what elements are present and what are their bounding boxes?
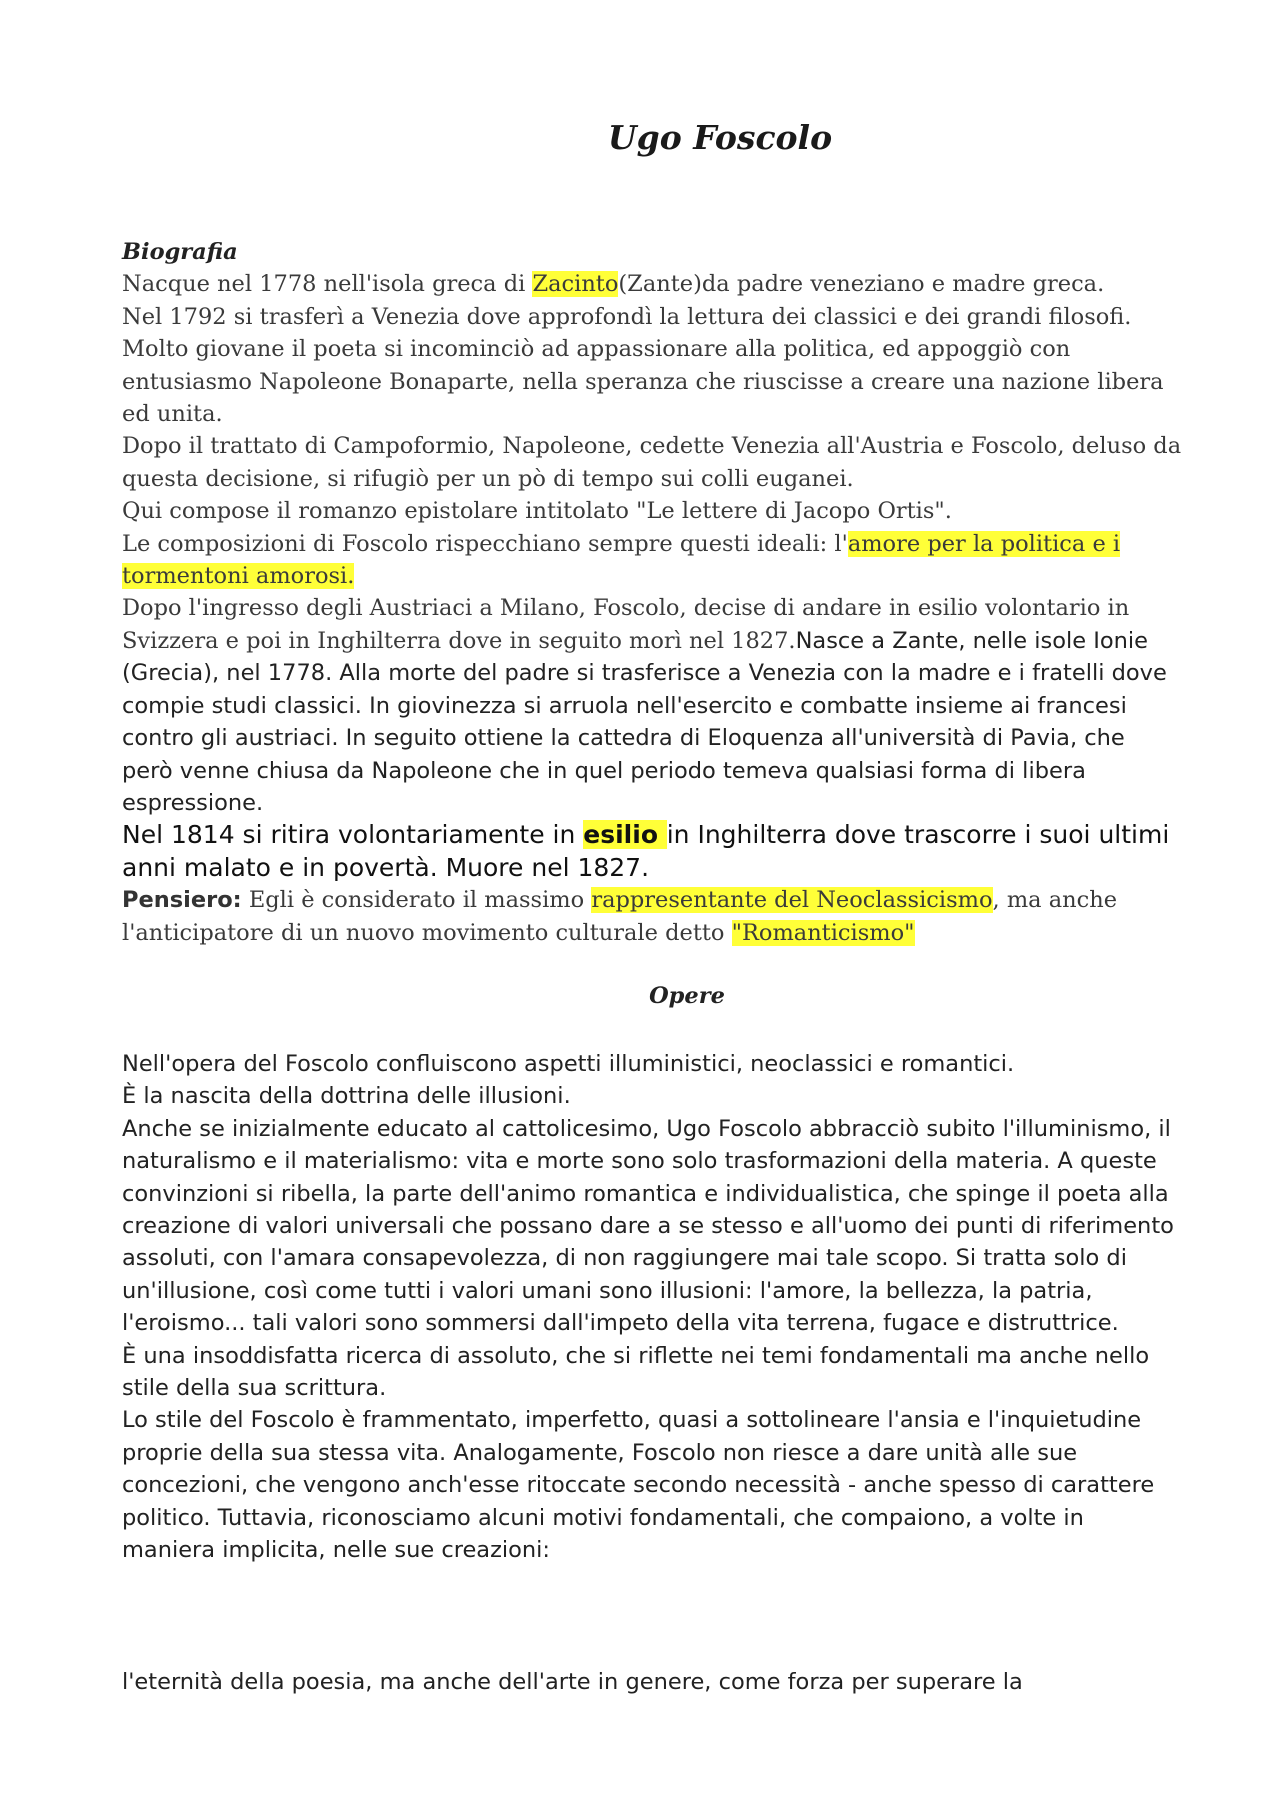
opere-paragraph-5: Lo stile del Foscolo è frammentato, imperfetto, quasi a sottolineare l'ansia e l'inquietudine proprie della sua stessa vita. Analogamente, Foscolo non riesce a dare unità alle sue concezioni, che vengono anch'esse ritoccate secondo necessità - anche spesso di carattere politico. Tuttavia, riconosciamo alcuni motivi fondamentali, che compaiono, a volte in maniera implicita, nelle sue creazioni: <box>122 1407 1155 1564</box>
bio-paragraph-7 <box>122 819 1182 884</box>
opere-paragraph-4: È una insoddisfatta ricerca di assoluto, che si riflette nei temi fondamentali ma anche nello stile della sua scrittura. <box>122 1342 1150 1402</box>
highlight-esilio: esilio <box>583 820 667 850</box>
opere-section <box>122 1048 1182 1567</box>
pensiero-paragraph <box>122 884 1182 949</box>
highlight-romanticismo: "Romanticismo" <box>731 919 915 946</box>
bio-p5-text: Le composizioni di Foscolo rispecchiano sempre questi ideali: l' <box>122 530 848 557</box>
bio-p7-text-end: in Inghilterra dove trascorre i suoi ultimi anni malato e in povertà. Muore nel 1827. <box>122 820 1170 882</box>
bio-paragraph-5 <box>122 528 1182 593</box>
bio-p6-sans-text: Nasce a Zante, nelle isole Ionie (Grecia), nel 1778. Alla morte del padre si trasferisce a Venezia con la madre e i fratelli dove compie studi classici. In giovinezza si arruola nell'esercito e combatte insieme ai francesi contro gli austriaci. In seguito ottiene la cattedra di Eloquenza all'università di Pavia, che però venne chiusa da Napoleone che in quel periodo temeva qualsiasi forma di libera espressione. <box>122 627 1167 816</box>
opere-paragraph-2: È la nascita della dottrina delle illusioni. <box>122 1083 571 1110</box>
bio-paragraph-3: Dopo il trattato di Campoformio, Napoleone, cedette Venezia all'Austria e Foscolo, deluso da questa decisione, si rifugiò per un pò di tempo sui colli euganei. <box>122 433 1182 492</box>
opere-paragraph-3: Anche se inizialmente educato al cattolicesimo, Ugo Foscolo abbracciò subito l'illuminismo, il naturalismo e il materialismo: vita e morte sono solo trasformazioni della materia. A queste convinzioni si ribella, la parte dell'animo romantica e individualistica, che spinge il poeta alla creazione di valori universali che possano dare a se stesso e all'uomo dei punti di riferimento assoluti, con l'amara consapevolezza, di non raggiungere mai tale scopo. Si tratta solo di un'illusione, così come tutti i valori umani sono illusioni: l'amore, la bellezza, la patria, l'eroismo... tali valori sono sommersi dall'impeto della vita terrena, fugace e distruttrice. <box>122 1115 1174 1337</box>
bio-p1-text-end: (Zante)da padre veneziano e madre greca. <box>618 271 1105 298</box>
highlight-zacinto: Zacinto <box>532 271 619 298</box>
highlight-amore-politica: amore per la politica e i tormentoni amorosi. <box>122 530 1121 590</box>
opere-heading: Opere <box>649 983 725 1009</box>
biografia-section <box>122 236 1182 949</box>
opere-paragraph-6: l'eternità della poesia, ma anche dell'arte in genere, come forza per superare la <box>122 1669 1023 1695</box>
bio-paragraph-2: Nel 1792 si trasferì a Venezia dove approfondì la lettura dei classici e dei grandi filosofi. Molto giovane il poeta si incominciò ad appassionare alla politica, ed appoggiò con entusiasmo Napoleone Bonaparte, nella speranza che riuscisse a creare una nazione libera ed unita. <box>122 303 1164 428</box>
bio-paragraph-1 <box>122 268 1182 300</box>
bio-p6-serif-text: Dopo l'ingresso degli Austriaci a Milano, Foscolo, decise di andare in esilio volontario in Svizzera e poi in Inghilterra dove in seguito morì nel 1827. <box>122 595 1130 654</box>
pensiero-label: Pensiero: <box>122 887 242 914</box>
page-title: Ugo Foscolo <box>607 118 833 157</box>
pensiero-text: Egli è considerato il massimo <box>241 887 592 914</box>
highlight-neoclassicismo: rappresentante del Neoclassicismo <box>591 887 993 914</box>
bio-p1-text: Nacque nel 1778 nell'isola greca di <box>122 271 533 298</box>
opere-paragraph-1: Nell'opera del Foscolo confluiscono aspetti illuministici, neoclassici e romantici. <box>122 1051 1015 1077</box>
bio-p7-text: Nel 1814 si ritira volontariamente in <box>122 820 584 850</box>
pensiero-text-mid: , ma anche l'anticipatore di un nuovo movimento culturale detto <box>122 887 1118 946</box>
opere-last-line <box>122 1666 1182 1698</box>
biografia-heading: Biografia <box>122 239 238 265</box>
bio-paragraph-4: Qui compose il romanzo epistolare intitolato "Le lettere di Jacopo Ortis". <box>122 498 952 525</box>
bio-paragraph-6 <box>122 592 1182 819</box>
